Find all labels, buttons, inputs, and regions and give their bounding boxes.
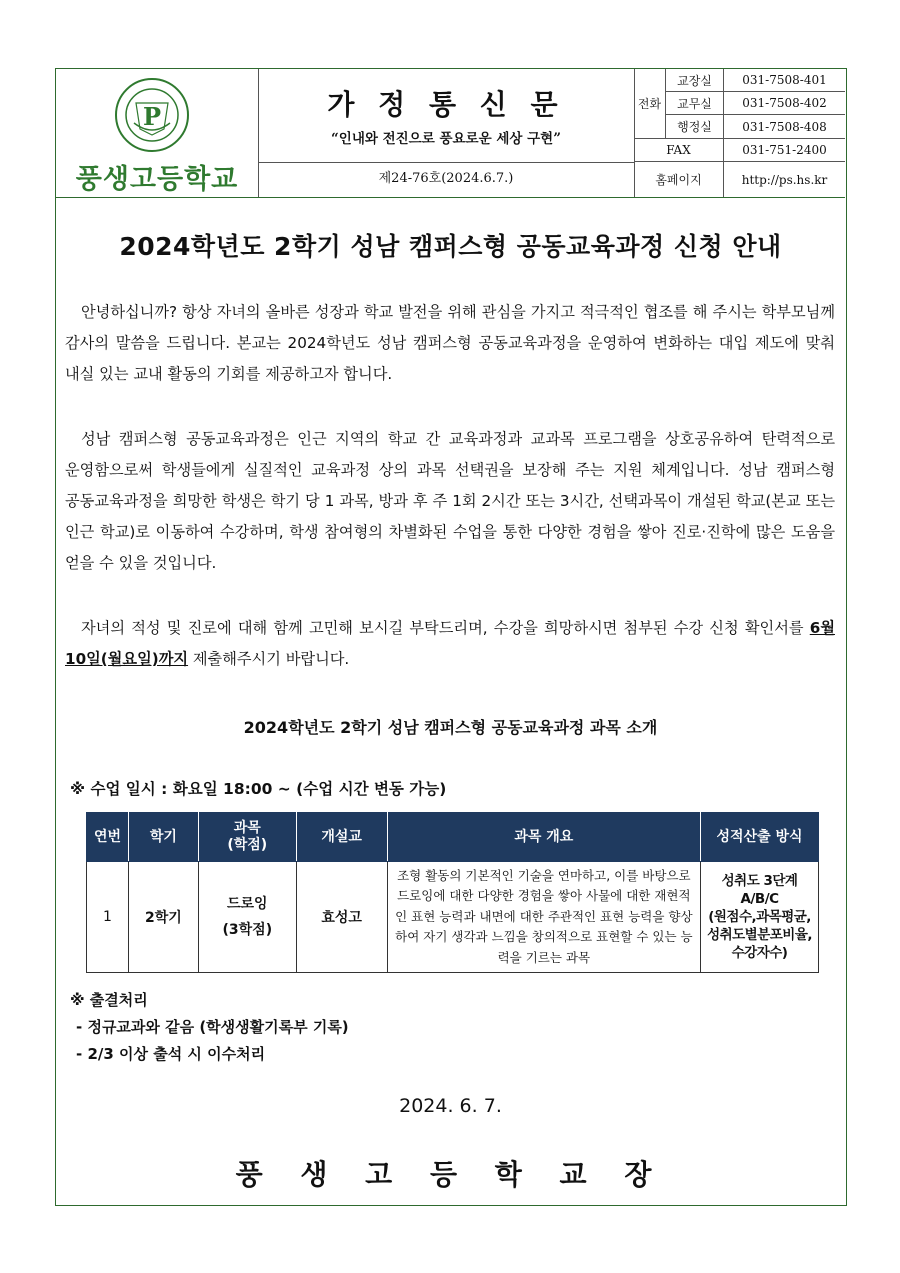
deadline-text: 6월 10일(월요일)까지 — [65, 619, 835, 668]
school-name: 풍생고등학교 — [75, 164, 239, 195]
section-title: 2024학년도 2학기 성남 캠퍼스형 공동교육과정 과목 소개 — [243, 718, 658, 737]
school-motto: “인내와 전진으로 풍요로운 세상 구현” — [331, 131, 561, 147]
notice-headline: 2024학년도 2학기 성남 캠퍼스형 공동교육과정 신청 안내 — [119, 232, 782, 261]
attendance-item: - 정규교과와 같음 (학생생활기록부 기록) — [76, 1018, 349, 1036]
cell-school: 효성고 — [296, 862, 387, 973]
col-header-no: 연번 — [87, 813, 129, 862]
request-paragraph: 자녀의 적성 및 진로에 대해 함께 고민해 보시길 부탁드리며, 수강을 희망하시면 첨부된 수강 신청 확인서를 6월 10일(월요일)까지 제출해주시기 바랍니다. — [65, 619, 835, 668]
attendance-item: - 2/3 이상 출석 시 이수처리 — [76, 1045, 266, 1063]
course-table — [86, 812, 819, 973]
contact-label: 교무실 — [665, 92, 723, 115]
phone-label: 전화 — [634, 69, 665, 139]
program-paragraph: 성남 캠퍼스형 공동교육과정은 인근 지역의 학교 간 교육과정과 교과목 프로그램을 상호공유하여 탄력적으로 운영함으로써 학생들에게 실질적인 교육과정 상의 과목 선택권을 보장해 주는 지원 체계입니다. 성남 캠퍼스형 공동교육과정을 희망한 학생은 학기 당 1 과목, 방과 후 주 1회 2시간 또는 3시간, 선택과목이 개설된 학교(본교 또는 인근 학교)로 이동하여 수강하며, 학생 참여형의 차별화된 수업을 통한 다양한 경험을 쌓아 진로·진학에 많은 도움을 얻을 수 있을 것입니다. — [65, 430, 835, 572]
contact-value: 031-7508-402 — [723, 92, 845, 115]
newsletter-frame — [55, 68, 847, 1206]
homepage-label: 홈페이지 — [655, 173, 702, 187]
school-emblem-icon — [114, 77, 190, 153]
cell-grading: 성취도 3단계 A/B/C (원점수,과목평균,성취도별분포비율,수강자수) — [701, 862, 819, 973]
issue-date: 2024. 6. 7. — [399, 1095, 502, 1117]
cell-no: 1 — [87, 862, 129, 973]
fax-value: 031-751-2400 — [723, 139, 845, 162]
issue-number: 제24-76호(2024.6.7.) — [378, 171, 514, 186]
col-header-school: 개설교 — [296, 813, 387, 862]
logo-cell — [56, 69, 259, 197]
table-row — [87, 862, 819, 973]
principal-signature: 풍 생 고 등 학 교 장 — [235, 1158, 666, 1191]
contact-value: 031-7508-401 — [723, 69, 845, 92]
attendance-title: ※ 출결처리 — [70, 991, 148, 1009]
col-header-grading: 성적산출 방식 — [701, 813, 819, 862]
document-title: 가 정 통 신 문 — [327, 88, 565, 121]
title-cell — [258, 69, 635, 197]
contact-table — [634, 69, 845, 197]
contact-value: 031-7508-408 — [723, 115, 845, 139]
cell-semester: 2학기 — [128, 862, 198, 973]
schedule-note: ※ 수업 일시 : 화요일 18:00 ~ (수업 시간 변동 가능) — [70, 780, 447, 798]
col-header-semester: 학기 — [128, 813, 198, 862]
col-header-subject: 과목 (학점) — [198, 813, 296, 862]
contact-label: 교장실 — [665, 69, 723, 92]
emblem-letter: P — [142, 102, 162, 131]
cell-overview: 조형 활동의 기본적인 기술을 연마하고, 이를 바탕으로 드로잉에 대한 다양한 경험을 쌓아 사물에 대한 재현적인 표현 능력과 내면에 대한 주관적인 표현 능력을 향상하여 자기 생각과 느낌을 창의적으로 표현할 수 있는 능력을 기르는 과목 — [387, 862, 700, 973]
fax-label: FAX — [634, 139, 723, 162]
cell-subject: 드로잉 (3학점) — [198, 862, 296, 973]
letterhead — [56, 69, 845, 198]
contact-label: 행정실 — [665, 115, 723, 139]
attendance-section — [70, 987, 349, 1068]
homepage-link[interactable]: http://ps.hs.kr — [723, 162, 845, 197]
intro-paragraph: 안녕하십니까? 항상 자녀의 올바른 성장과 학교 발전을 위해 관심을 가지고 적극적인 협조를 해 주시는 학부모님께 감사의 말씀을 드립니다. 본교는 2024학년도 성남 캠퍼스형 공동교육과정을 운영하여 변화하는 대입 제도에 맞춰 내실 있는 교내 활동의 기회를 제공하고자 합니다. — [65, 303, 835, 383]
col-header-overview: 과목 개요 — [387, 813, 700, 862]
